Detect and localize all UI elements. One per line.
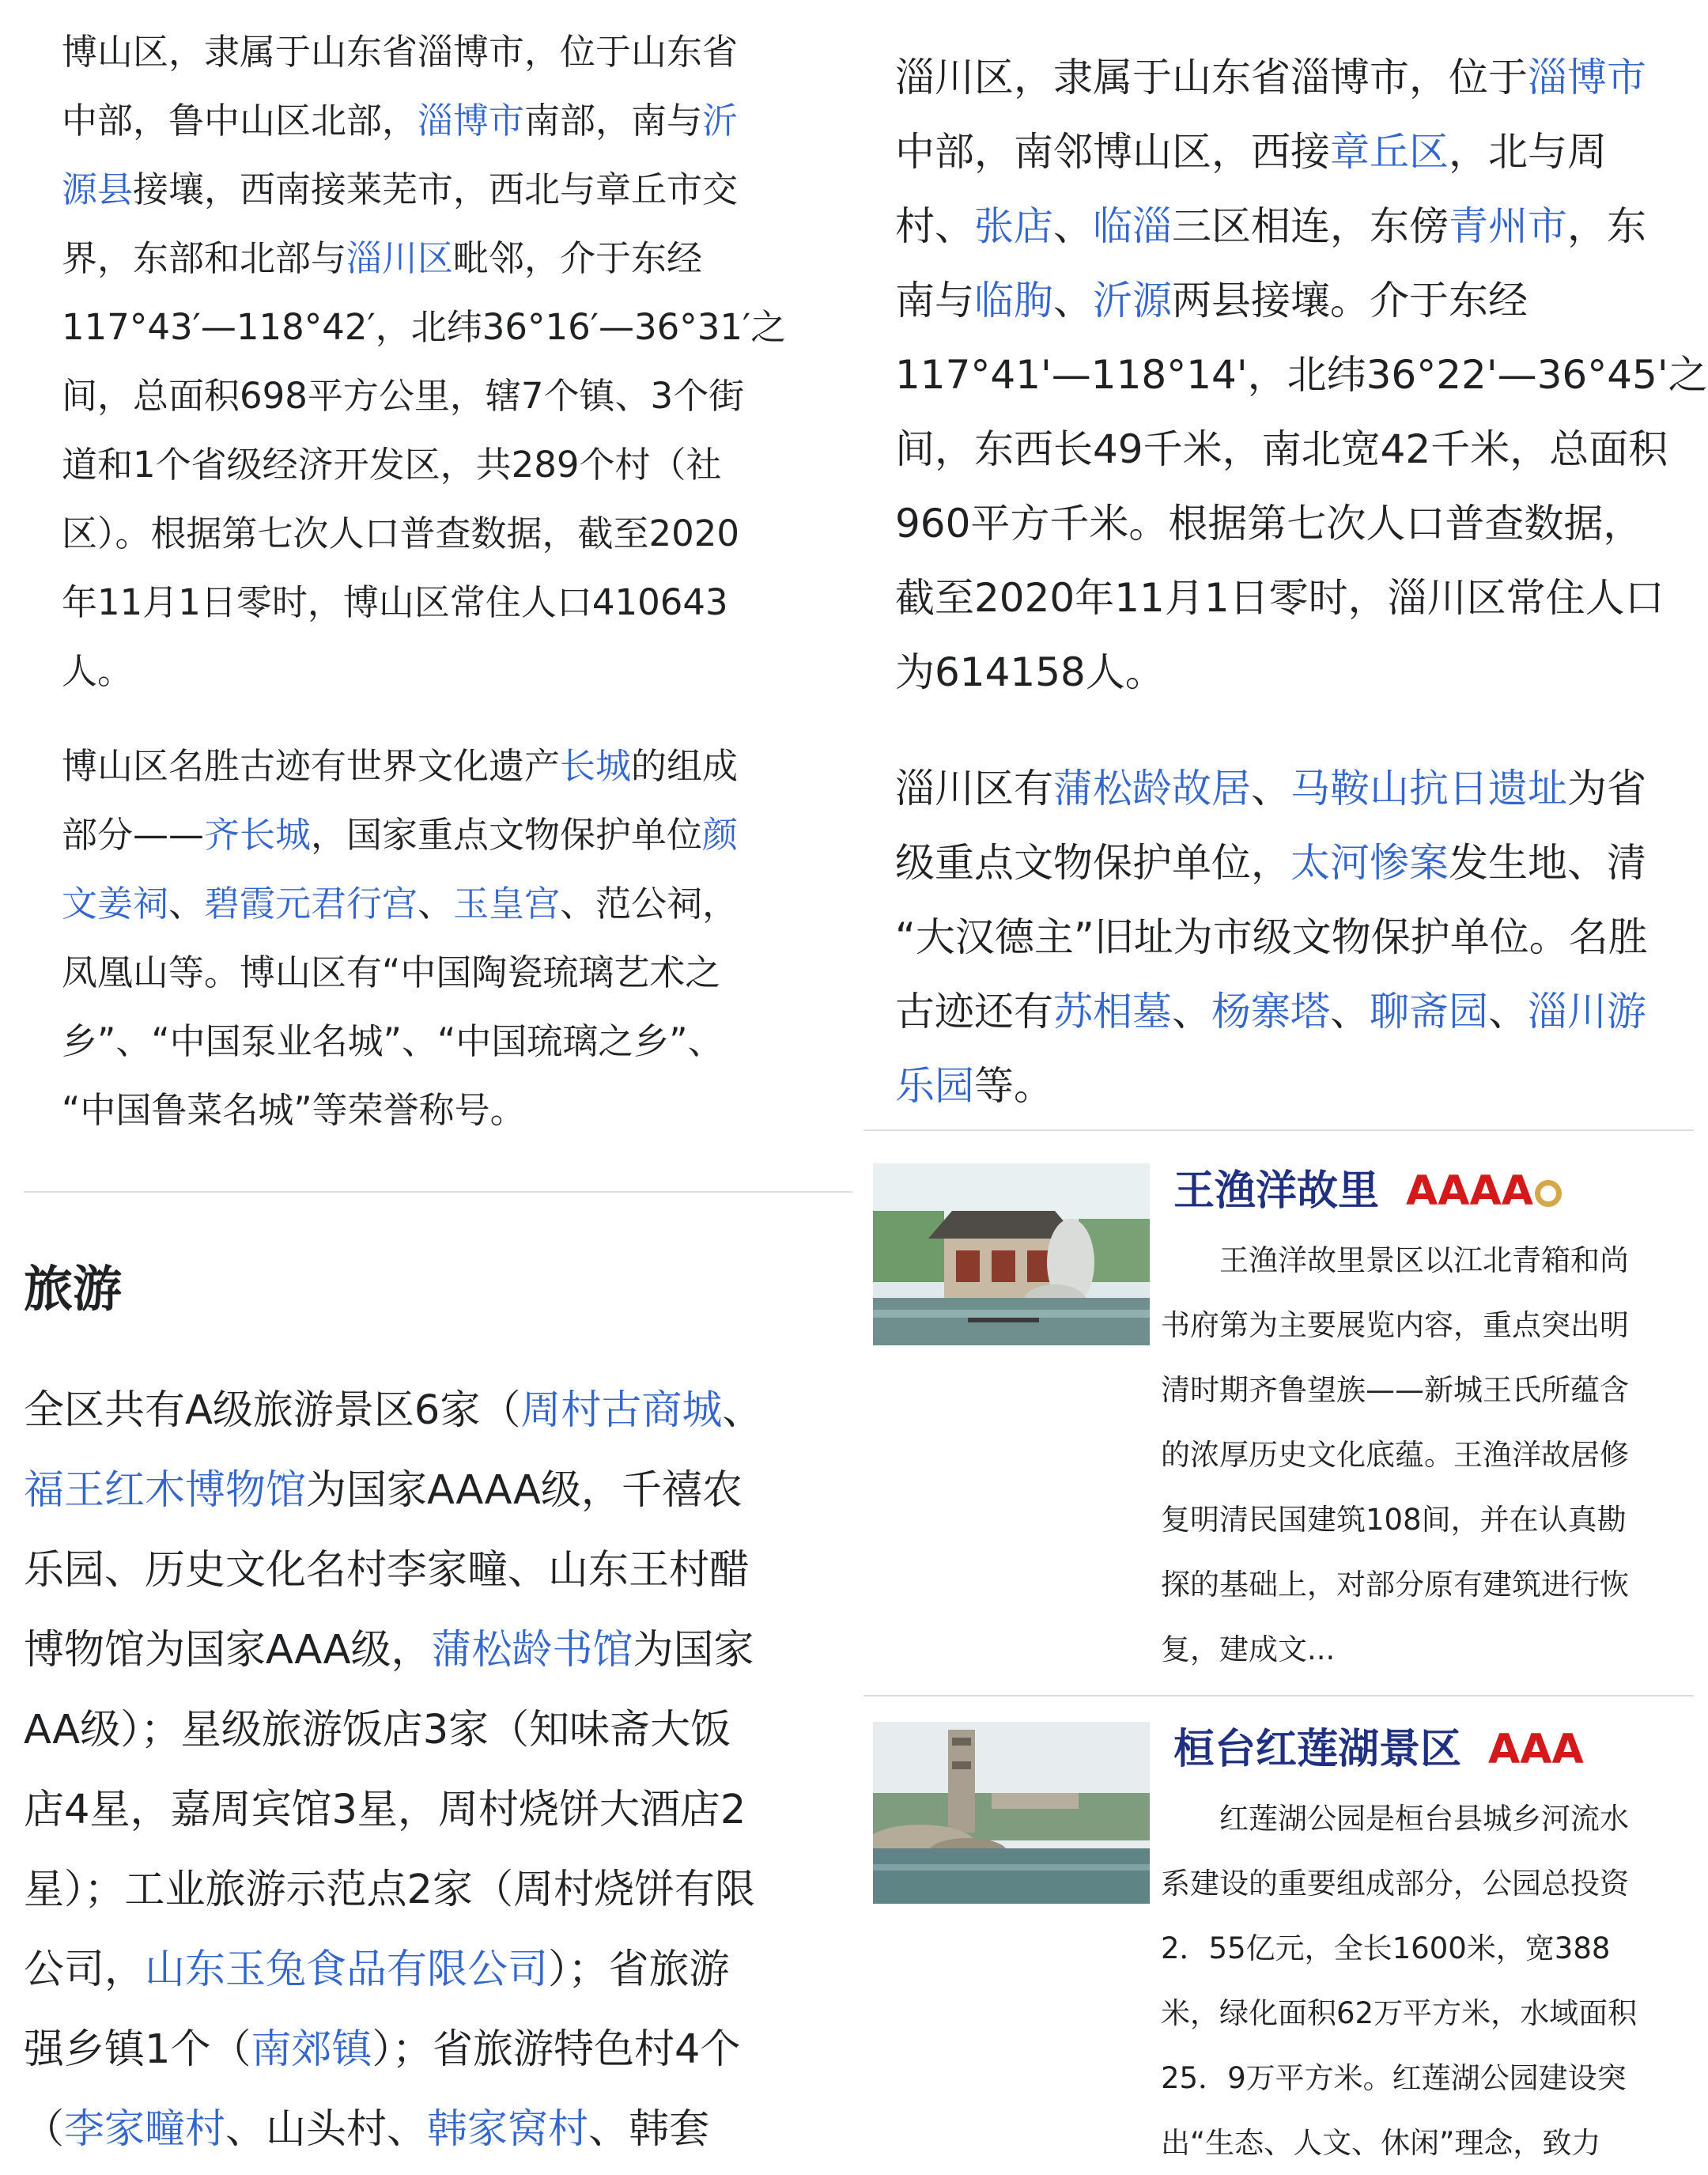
article-text: 、 <box>1053 278 1093 323</box>
article-text: 两县接壤。介于东经 117°41'—118°14'，北纬36°22'—36°45'之 间，东西长49千米，南北宽42千米，总面积 960平方千米。根据第七次人口普查数据， 截至2020年11月1日零时，淄川区常住人口 为614158人。 <box>895 278 1708 695</box>
article-link[interactable]: 杨寨塔 <box>1211 989 1330 1035</box>
article-link[interactable]: 福王红木博物馆 <box>24 1467 307 1514</box>
boshan-intro-paragraph <box>62 17 852 705</box>
article-text: 南部，南与 <box>524 100 703 142</box>
article-text: 、山头村、 <box>225 2106 428 2153</box>
article-link[interactable]: 沂 源县 <box>62 100 739 210</box>
article-link[interactable]: 长城 <box>560 745 632 787</box>
article-link[interactable]: 碧霞元君行宫 <box>204 883 418 925</box>
article-text: 全区共有A级旅游景区6家（ <box>24 1387 521 1434</box>
article-text: ，国家重点文物保护单位 <box>311 814 703 856</box>
article-text: 、 <box>722 1387 763 1434</box>
article-text: 中部，南邻博山区，西接 <box>895 129 1330 175</box>
article-text: 的组成 部分—— <box>62 745 739 856</box>
scenic-photo-honglianhu[interactable] <box>873 1722 1150 1904</box>
article-link[interactable]: 淄博市 <box>1528 55 1646 100</box>
scenic-name[interactable]: 王渔洋故里 <box>1173 1167 1380 1215</box>
article-text: 、 <box>168 883 205 925</box>
article-link[interactable]: 青州市 <box>1449 203 1567 249</box>
article-text: 淄川区有 <box>895 766 1053 811</box>
article-link[interactable]: 沂源 <box>1093 278 1172 323</box>
article-text: 、 <box>1053 203 1093 249</box>
article-link[interactable]: 李家疃村 <box>64 2106 226 2153</box>
article-text: ）；省旅游 强乡镇1个（ <box>24 1946 730 2073</box>
article-text: 为省 级重点文物保护单位， <box>895 766 1646 886</box>
scenic-title[interactable] <box>1173 1725 1584 1774</box>
article-text: 博山区名胜古迹有世界文化遗产 <box>62 745 561 787</box>
article-text: 、 <box>1488 989 1528 1035</box>
scenic-description: 红莲湖公园是桓台县城乡河流水 系建设的重要组成部分，公园总投资 2．55亿元，全长1600米，宽388 米，绿化面积62万平方米，水域面积 25．9万平方米。红莲湖公园建设突 出“生态、人文、休闲”理念，致力 <box>1161 1802 1638 2160</box>
scenic-divider <box>863 1695 1694 1696</box>
article-link[interactable]: 聊斋园 <box>1370 989 1488 1035</box>
article-link[interactable]: 周村古商城 <box>520 1387 723 1434</box>
article-text: 、 <box>418 883 454 925</box>
article-text: 淄川区，隶属于山东省淄博市，位于 <box>895 55 1528 100</box>
article-link[interactable]: 齐长城 <box>204 814 312 856</box>
article-link[interactable]: 太河惨案 <box>1290 840 1449 886</box>
article-text: 等。 <box>974 1063 1053 1109</box>
article-link[interactable]: 韩家窝村 <box>427 2106 589 2153</box>
scenic-photo-wangyuyang[interactable] <box>873 1163 1150 1345</box>
article-link[interactable]: 淄博市 <box>418 100 525 142</box>
scenic-description: 王渔洋故里景区以江北青箱和尚 书府第为主要展览内容，重点突出明 清时期齐鲁望族——新城王氏所蕴含 的浓厚历史文化底蕴。王渔洋故居修 复明清民国建筑108间，并在认真勘 探的基础上，对部分原有建筑进行恢 复，建成文... <box>1161 1243 1629 1666</box>
article-text: ）；省旅游特色村4个 （ <box>24 2026 741 2153</box>
scenic-grade-badge: AAAA <box>1406 1167 1533 1215</box>
article-link[interactable]: 马鞍山抗日遗址 <box>1290 766 1567 811</box>
article-link[interactable]: 山东玉兔食品有限公司 <box>145 1946 549 1993</box>
tourism-section-heading: 旅游 <box>24 1260 123 1318</box>
left-article-column <box>0 0 852 2175</box>
zichuan-heritage-paragraph <box>895 751 1708 1123</box>
article-link[interactable]: 张店 <box>974 203 1053 249</box>
article-text: 为国家AAAA级，千禧农 乐园、历史文化名村李家疃、山东王村醋 博物馆为国家AAA级， <box>24 1467 750 1674</box>
tourism-paragraph <box>24 1371 852 2169</box>
article-link[interactable]: 章丘区 <box>1330 129 1449 175</box>
boshan-heritage-paragraph <box>62 732 852 1144</box>
article-text: 博山区，隶属于山东省淄博市，位于山东省 中部，鲁中山区北部， <box>62 31 739 142</box>
zichuan-intro-paragraph <box>895 40 1708 709</box>
scenic-card-hongLianhu[interactable] <box>856 1722 1708 2175</box>
scenic-name[interactable]: 桓台红莲湖景区 <box>1173 1726 1462 1773</box>
scenic-card-wangyuyang[interactable] <box>856 1163 1708 1701</box>
article-text: 毗邻，介于东经 117°43′—118°42′，北纬36°16′—36°31′之 间，总面积698平方公里，辖7个镇、3个街 道和1个省级经济开发区，共289个村（社 区）。根据第七次人口普查数据，截至2020 年11月1日零时，博山区常住人口410643 人。 <box>62 237 787 692</box>
sun-ring-icon <box>1535 1180 1562 1207</box>
article-link[interactable]: 玉皇宫 <box>453 883 561 925</box>
article-text: 接壤，西南接莱芜市，西北与章丘市交 界，东部和北部与 <box>62 168 739 279</box>
article-link[interactable]: 苏相墓 <box>1053 989 1172 1035</box>
article-link[interactable]: 淄川区 <box>346 237 454 279</box>
article-text: 、范公祠， 凤凰山等。博山区有“中国陶瓷琉璃艺术之 乡”、“中国泵业名城”、“中国琉璃之乡”、 “中国鲁菜名城”等荣誉称号。 <box>62 883 739 1131</box>
article-text: 三区相连，东傍 <box>1172 203 1449 249</box>
right-article-column <box>856 0 1708 2175</box>
scenic-divider <box>863 1129 1694 1131</box>
article-text: 为国家 AA级）；星级旅游饭店3家（知味斋大饭 店4星，嘉周宾馆3星，周村烧饼大酒店2 星）；工业旅游示范点2家（周村烧饼有限 公司， <box>24 1627 755 1993</box>
article-link[interactable]: 南郊镇 <box>251 2026 372 2073</box>
article-link[interactable]: 临朐 <box>974 278 1053 323</box>
article-text: 、 <box>1172 989 1211 1035</box>
article-text: 、韩套 <box>588 2106 710 2153</box>
article-text: 发生地、清 “大汉德主”旧址为市级文物保护单位。名胜 古迹还有 <box>895 840 1648 1035</box>
scenic-title[interactable] <box>1173 1167 1562 1216</box>
article-link[interactable]: 蒲松龄故居 <box>1053 766 1251 811</box>
article-text: ，东 南与 <box>895 203 1646 323</box>
section-divider <box>24 1191 852 1193</box>
scenic-grade-badge: AAA <box>1488 1726 1584 1773</box>
article-text: 、 <box>1251 766 1290 811</box>
article-link[interactable]: 颜 文姜祠 <box>62 814 739 925</box>
article-link[interactable]: 临淄 <box>1093 203 1172 249</box>
article-text: ，北与周 村、 <box>895 129 1607 249</box>
article-text: 、 <box>1330 989 1370 1035</box>
article-link[interactable]: 蒲松龄书馆 <box>431 1627 633 1674</box>
article-link[interactable]: 淄川游 乐园 <box>895 989 1646 1109</box>
